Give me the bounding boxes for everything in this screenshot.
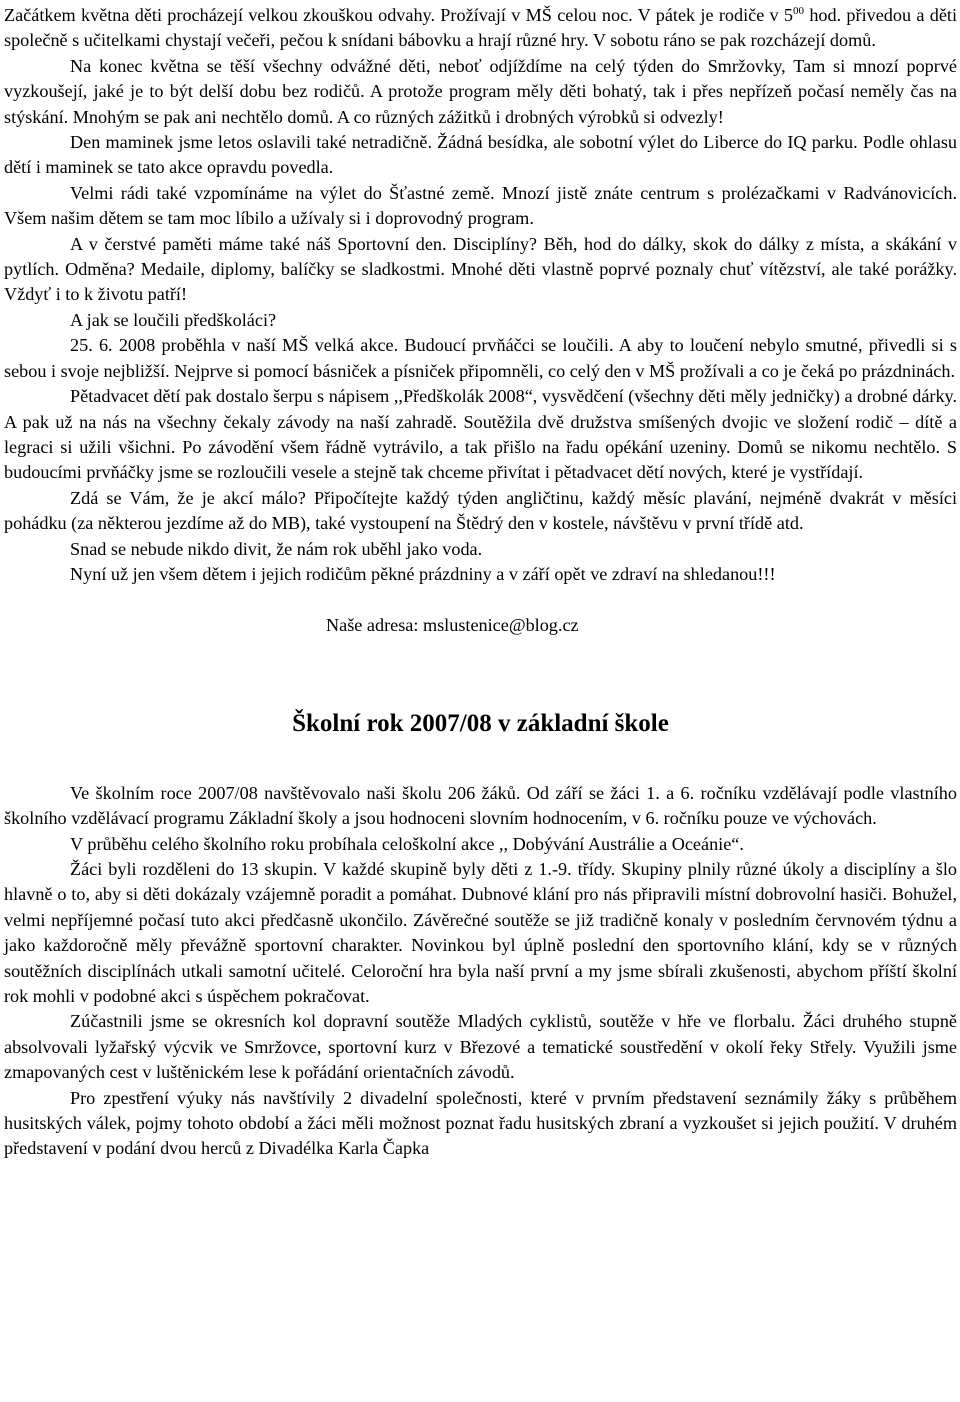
superscript-minutes: 00: [793, 4, 805, 17]
paragraph-groups: Žáci byli rozděleni do 13 skupin. V každé skupině byly děti z 1.-9. třídy. Skupiny plnily různé úkoly a disciplíny a šlo hlavně o to, aby si děti dokázaly vzájemně poradit a pomáhat. Dubnové klání pro nás připravili místní dobrovolní hasiči. Bohužel, velmi nepříjemné počasí tuto akci předčasně ukončilo. Závěrečné soutěže se již tradičně konaly v posledním červnovém týdnu a jako každoročně měly převážně sportovní charakter. Novinkou byl úplně poslední den sportovního klání, kdy se v různých soutěžních disciplínách utkali samotní učitelé. Celoroční hra byla naší první a my jsme sbírali zkušenosti, abychom příští školní rok mohli v podobné akci s úspěchem pokračovat.: [4, 858, 957, 1006]
paragraph-sashes-and-races: Pětadvacet dětí pak dostalo šerpu s nápisem ,,Předškolák 2008“, vysvědčení (všechny děti měly jedničky) a drobné dárky. A pak už na nás na všechny čekaly závody na naší zahradě. Soutěžila dvě družstva smíšených dvojic ve složení rodič – dítě a legraci si užili všichni. Po závodění všem řádně vytrávilo, a tak přišlo na řadu opékání uzeniny. Domů se nikomu nechtělo. S budoucími prvňáčky jsme se rozloučili vesele a stejně tak chceme přivítat i pětadvacet dětí nových, které je vystřídají.: [4, 386, 957, 483]
paragraph-happy-land: Velmi rádi také vzpomínáme na výlet do Šťastné země. Mnozí jistě znáte centrum s prolézačkami v Radvánovicích. Všem našim dětem se tam moc líbilo a užívaly si i doprovodný program.: [4, 182, 957, 229]
paragraph-farewell-event: 25. 6. 2008 proběhla v naší MŠ velká akce. Budoucí prvňáčci se loučili. A aby to loučení nebylo smutné, přivedli si s sebou i svoje nejbližší. Nejprve si pomocí básniček a písniček připomněli, co celý den v MŠ prožívali a co je čeká po prázdninách.: [4, 335, 957, 381]
paragraph-more-activities: Zdá se Vám, že je akcí málo? Připočítejte každý týden angličtinu, každý měsíc plavání, nejméně dvakrát v měsíci pohádku (za některou jezdíme až do MB), také vystoupení na Štědrý den v kostele, návštěvu v první třídě atd.: [4, 487, 957, 534]
paragraph-year-passed: Snad se nebude nikdo divit, že nám rok uběhl jako voda.: [70, 538, 483, 559]
paragraph-australia-project: V průběhu celého školního roku probíhala celoškolní akce ,, Dobývání Austrálie a Oceánie“.: [70, 833, 744, 854]
kindergarten-section: [4, 3, 957, 639]
paragraph-student-count: Ve školním roce 2007/08 navštěvovalo naši školu 206 žáků. Od září se žáci 1. a 6. ročníku vzdělávají podle vlastního školního vzdělávací programu Základní školy a jsou hodnoceni slovním hodnocením, v 6. ročníku pouze ve výchovách.: [4, 782, 957, 829]
section-heading: Školní rok 2007/08 v základní škole: [292, 709, 669, 737]
paragraph-text: Začátkem května děti procházejí velkou zkouškou odvahy. Prožívají v MŠ celou noc. V pátek je rodiče v 5: [4, 5, 794, 25]
paragraph-holiday-wishes: Nyní už jen všem dětem i jejich rodičům pěkné prázdniny a v září opět ve zdraví na shledanou!!!: [70, 563, 776, 584]
paragraph-mothers-day: Den maminek jsme letos oslavili také netradičně. Žádná besídka, ale sobotní výlet do Liberce do IQ parku. Podle ohlasu dětí i maminek se tato akce opravdu povedla.: [4, 132, 957, 178]
paragraph-smrzovka-trip: Na konec května se těší všechny odvážné děti, neboť odjíždíme na celý týden do Smržovky, Tam si mnozí poprvé vyzkoušejí, jaké je to být delší dobu bez rodičů. A protože program měly děti bohatý, tak i přes nepřízeň počasí neměly čas na stýskání. Mnohým se pak ani nechtělo domů. A co různých zážitků i drobných výrobků si odvezly!: [4, 55, 957, 127]
paragraph-theatre: Pro zpestření výuky nás navštívily 2 divadelní společnosti, které v prvním představení seznámily žáky s průběhem husitských válek, pojmy tohoto období a žáci měli možnost poznat řadu husitských zbraní a vyzkoušet si jejich použití. V druhém představení v podání dvou herců z Divadélka Karla Čapka: [4, 1087, 957, 1159]
primary-school-section: [4, 781, 957, 1162]
paragraph-courage-night: [4, 3, 957, 54]
paragraph-competitions: Zúčastnili jsme se okresních kol dopravní soutěže Mladých cyklistů, soutěže v hře ve florbalu. Žáci druhého stupně absolvovali lyžařský výcvik ve Smržovce, sportovní kurz v Březové a tematické soustředění v okolí řeky Střely. Využili jsme zmapovaných cest v luštěnickém lese k pořádání orientačních závodů.: [4, 1011, 957, 1083]
address-line: Naše adresa: mslustenice@blog.cz: [326, 615, 579, 636]
paragraph-preschool-farewell-question: A jak se loučili předškoláci?: [70, 309, 277, 330]
paragraph-text: hod. přivedou a děti společně s učitelkami chystají večeři, pečou k snídani bábovku a hrají různé hry. V sobotu ráno se pak rozcházejí domů.: [4, 5, 958, 51]
paragraph-sports-day: A v čerstvé paměti máme také náš Sportovní den. Disciplíny? Běh, hod do dálky, skok do dálky z místa, a skákání v pytlích. Odměna? Medaile, diplomy, balíčky se sladkostmi. Mnohé děti vlastně poprvé poznaly chuť vítězství, ale také porážky. Vždyť i to k životu patří!: [4, 233, 957, 305]
